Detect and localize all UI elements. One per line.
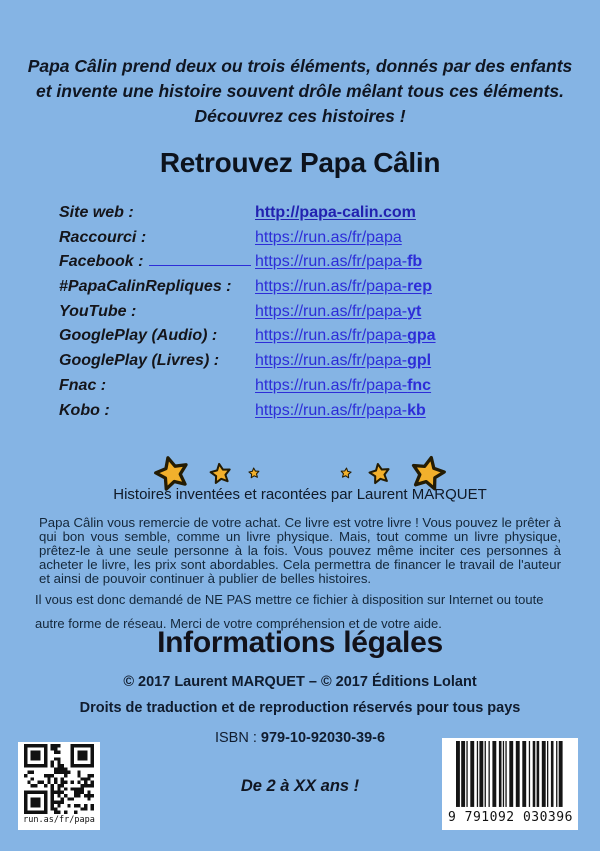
link-raccourci[interactable]: https://run.as/fr/papa bbox=[255, 228, 402, 246]
intro-text: Papa Câlin prend deux ou trois éléments, donnés par des enfants et invente une histoire souvent drôle mêlant tous ces éléments. Découvrez ces histoires ! bbox=[27, 56, 573, 126]
link-row bbox=[59, 402, 600, 427]
link-label: GooglePlay (Livres) : bbox=[59, 352, 220, 370]
link-label: Facebook : bbox=[59, 253, 255, 271]
barcode-digits: 9 791092 030396 bbox=[448, 810, 573, 825]
link-row bbox=[59, 204, 600, 229]
page-title: Retrouvez Papa Câlin bbox=[159, 147, 441, 178]
star-icon bbox=[247, 466, 262, 481]
qr-code-image bbox=[24, 744, 94, 814]
link-label: #PapaCalinRepliques : bbox=[59, 278, 232, 296]
link-label: Site web : bbox=[59, 204, 134, 221]
link-fnac[interactable]: https://run.as/fr/papa-fnc bbox=[255, 376, 432, 394]
barcode bbox=[442, 738, 578, 830]
isbn-number: 979-10-92030-39-6 bbox=[260, 729, 386, 746]
link-kobo[interactable]: https://run.as/fr/papa-kb bbox=[255, 401, 426, 419]
star-icon bbox=[402, 447, 454, 499]
stars-caption: Histoires inventées et racontées par Laurent MARQUET bbox=[113, 486, 487, 504]
link-row bbox=[59, 229, 600, 254]
link-googleplay-audio[interactable]: https://run.as/fr/papa-gpa bbox=[255, 327, 436, 345]
link-papacalinrepliques[interactable]: https://run.as/fr/papa-rep bbox=[255, 278, 432, 296]
link-googleplay-livres[interactable]: https://run.as/fr/papa-gpl bbox=[255, 352, 432, 370]
rights-line: Droits de traduction et de reproduction réservés pour tous pays bbox=[79, 699, 521, 716]
copyright-line: © 2017 Laurent MARQUET – © 2017 Éditions Lolant bbox=[123, 673, 477, 690]
barcode-bars bbox=[448, 741, 572, 809]
qr-code bbox=[18, 742, 100, 830]
link-label: Kobo : bbox=[59, 401, 110, 419]
leader-line bbox=[149, 265, 251, 266]
link-row bbox=[59, 327, 600, 352]
link-label: GooglePlay (Audio) : bbox=[59, 327, 218, 345]
link-row bbox=[59, 352, 600, 377]
link-label: YouTube : bbox=[59, 302, 137, 320]
link-site-web[interactable]: http://papa-calin.com bbox=[255, 204, 416, 221]
star-icon bbox=[205, 458, 235, 488]
age-range: De 2 à XX ans ! bbox=[240, 776, 360, 795]
legal-heading: Informations légales bbox=[157, 625, 443, 659]
star-icon bbox=[338, 465, 353, 480]
isbn-line: ISBN : 979-10-92030-39-6 bbox=[214, 729, 386, 746]
links-list bbox=[59, 204, 600, 426]
link-row bbox=[59, 253, 600, 278]
link-label: Fnac : bbox=[59, 376, 107, 394]
no-sharing-paragraph: Il vous est donc demandé de NE PAS mettre ce fichier à disposition sur Internet ou toute autre forme de réseau. Merci de votre compréhension et de votre aide. bbox=[35, 591, 544, 631]
link-youtube[interactable]: https://run.as/fr/papa-yt bbox=[255, 302, 422, 320]
link-row bbox=[59, 303, 600, 328]
qr-caption: run.as/fr/papa bbox=[23, 815, 95, 825]
link-facebook[interactable]: https://run.as/fr/papa-fb bbox=[255, 253, 423, 271]
star-icon bbox=[364, 458, 395, 489]
thank-you-paragraph: Papa Câlin vous remercie de votre achat. Ce livre est votre livre ! Vous pouvez le prêter à qui bon vous semble, comme un livre physique. Mais, tout comme un livre physique, prêtez-le à une seule personne à la fois. Vous pouvez même inciter ces personnes à acheter le livre, les prix sont abordables. Cela permettra de financer le travail de l'auteur et ainsi de pouvoir continuer à publier de belles histoires. bbox=[39, 515, 561, 586]
link-row bbox=[59, 278, 600, 303]
link-row bbox=[59, 377, 600, 402]
link-label: Raccourci : bbox=[59, 228, 147, 246]
